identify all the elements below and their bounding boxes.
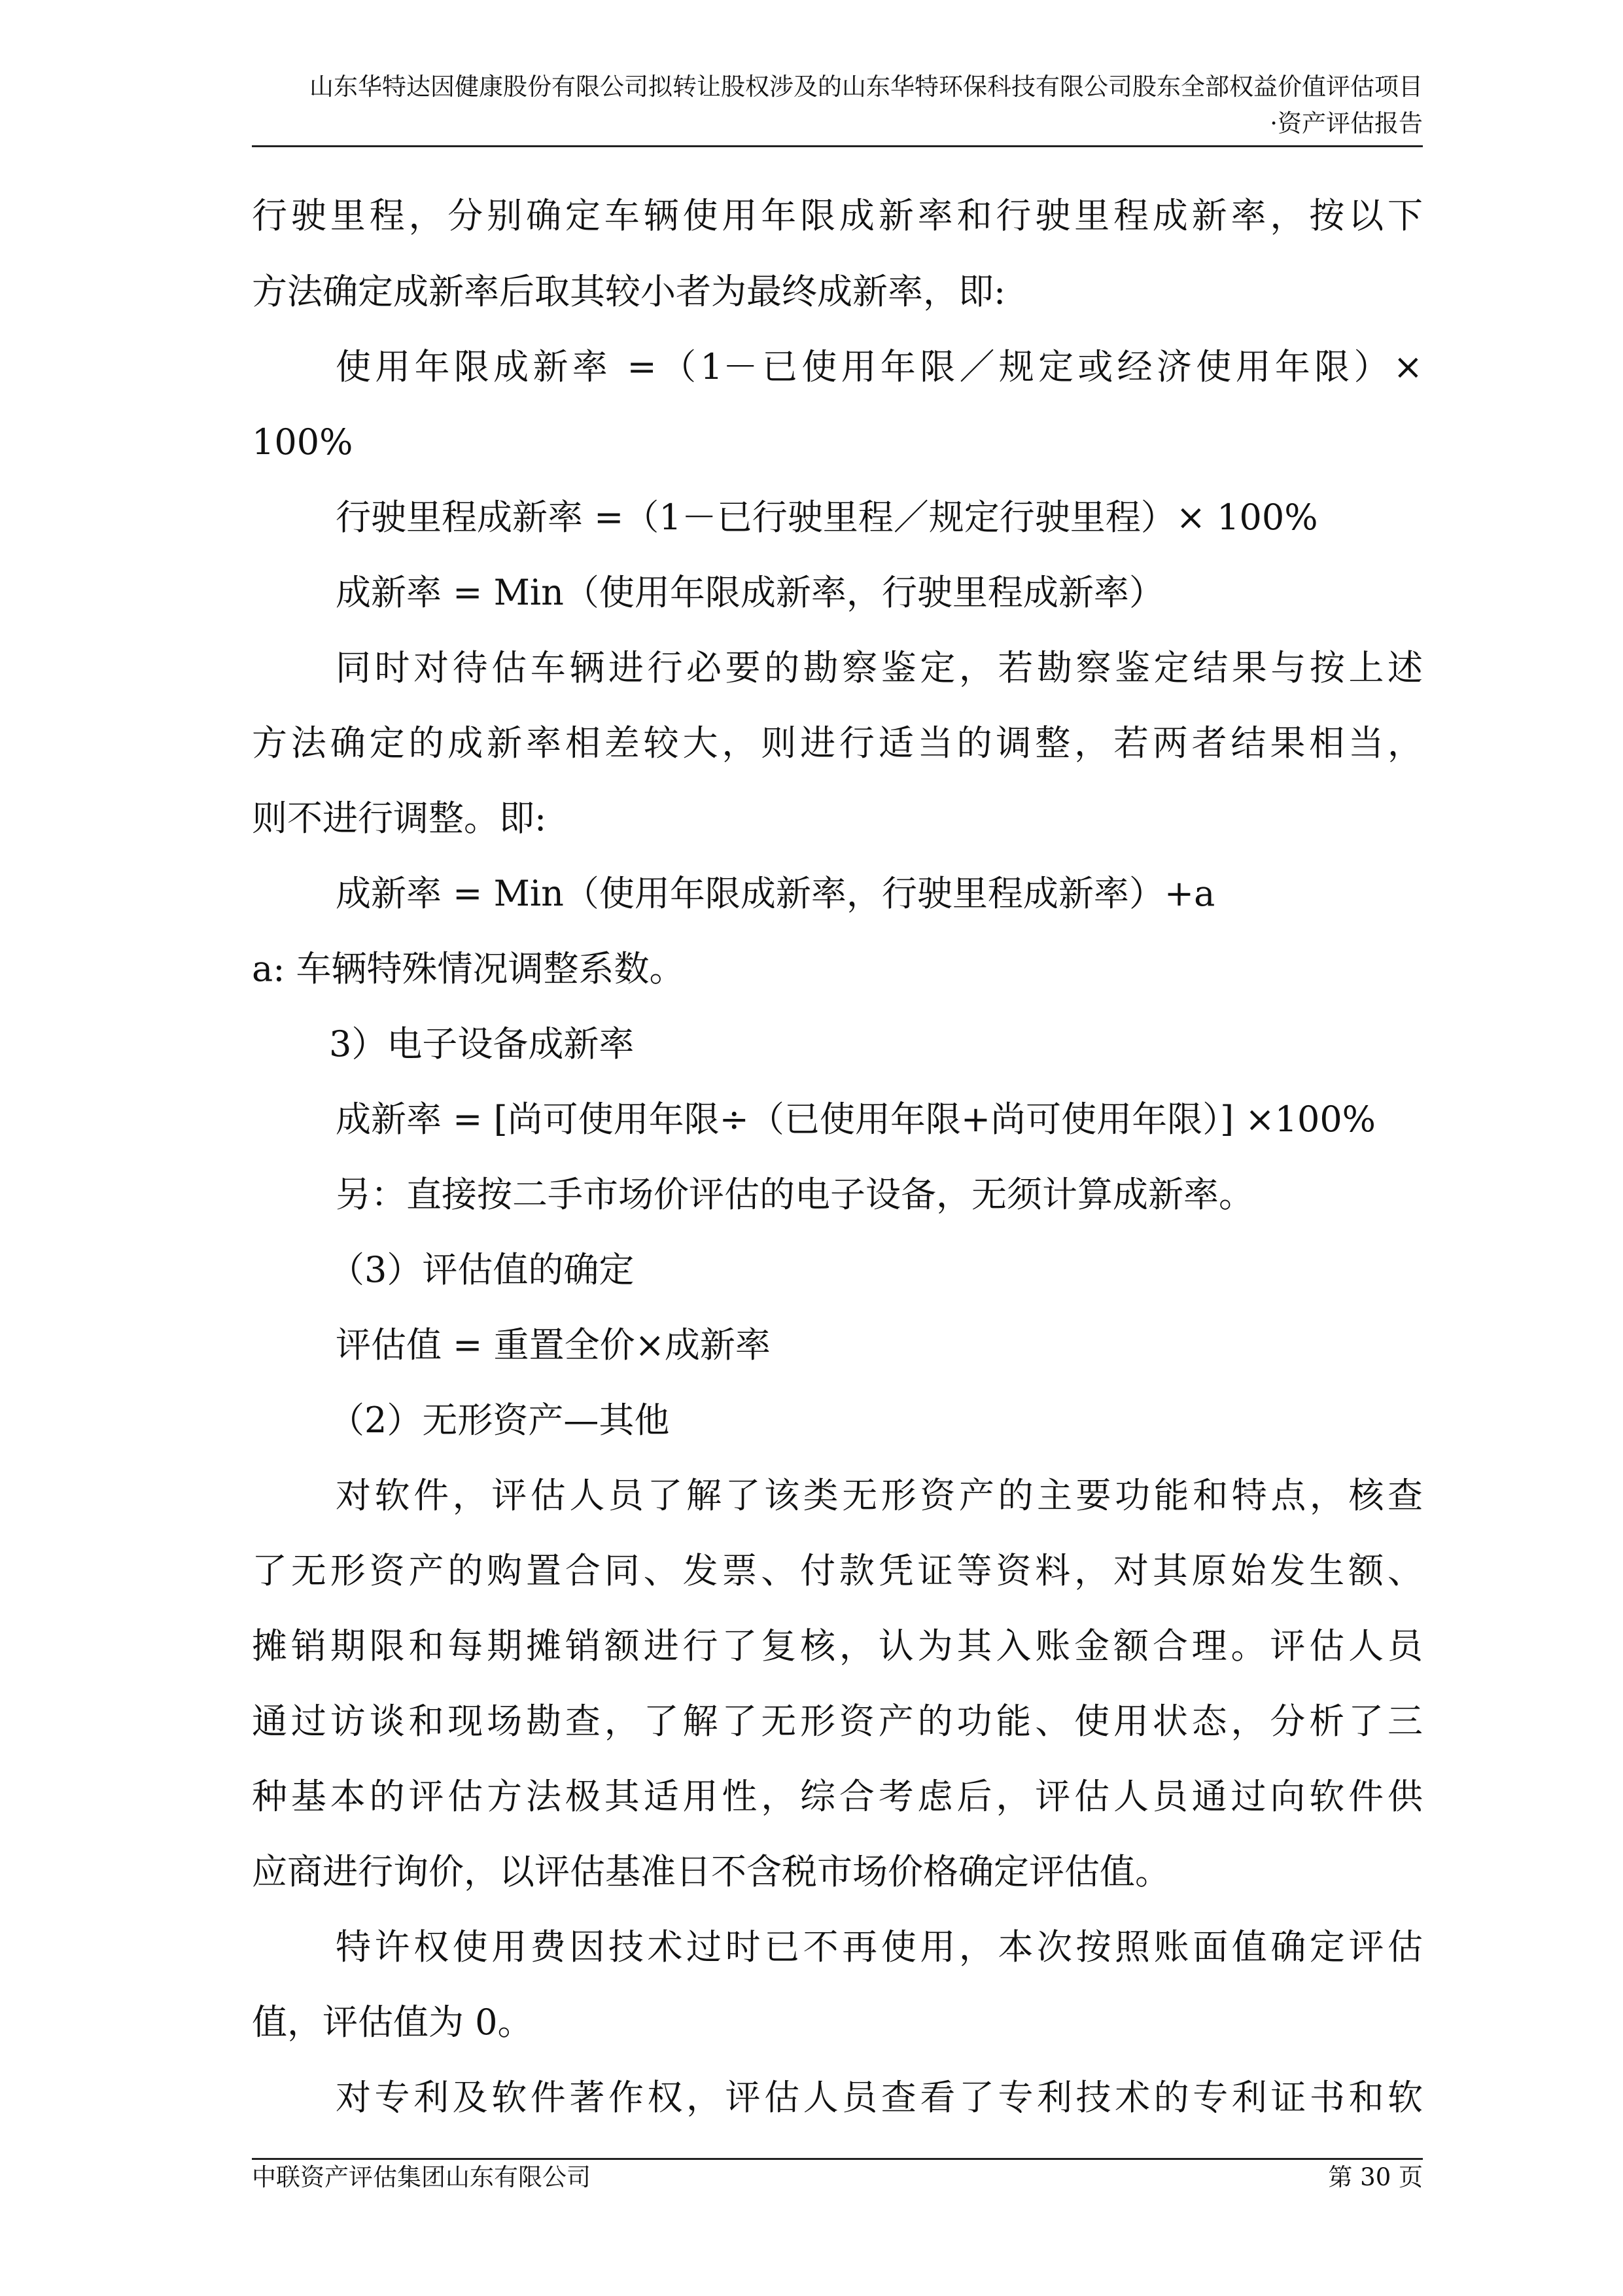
text-line: 100% — [252, 421, 353, 463]
running-header — [252, 69, 1423, 142]
section-heading: （2）无形资产—其他 — [329, 1400, 670, 1441]
page-number: 第 30 页 — [1328, 2163, 1423, 2191]
footer-company: 中联资产评估集团山东有限公司 — [252, 2163, 591, 2191]
text-line: 方法确定的成新率相差较大，则进行适当的调整，若两者结果相当， — [252, 722, 1423, 764]
text-line: 对专利及软件著作权，评估人员查看了专利技术的专利证书和软 — [336, 2077, 1423, 2118]
text-line: 种基本的评估方法极其适用性，综合考虑后，评估人员通过向软件供 — [252, 1776, 1423, 1817]
section-heading: 3）电子设备成新率 — [329, 1023, 635, 1065]
text-line: 另：直接按二手市场价评估的电子设备，无须计算成新率。 — [336, 1174, 1254, 1215]
header-divider — [252, 145, 1423, 147]
text-line: 方法确定成新率后取其较小者为最终成新率，即: — [252, 271, 1006, 312]
text-line: 对软件，评估人员了解了该类无形资产的主要功能和特点，核查 — [336, 1475, 1423, 1516]
text-line: 行驶里程，分别确定车辆使用年限成新率和行驶里程成新率，按以下 — [252, 195, 1423, 236]
formula-line: 评估值 = 重置全价×成新率 — [336, 1324, 771, 1366]
formula-line: 使用年限成新率 =（1－已使用年限／规定或经济使用年限）× — [336, 346, 1423, 387]
formula-line: 成新率 = [尚可使用年限÷（已使用年限+尚可使用年限）] ×100% — [336, 1099, 1376, 1140]
formula-line: 成新率 = Min（使用年限成新率，行驶里程成新率）+a — [336, 873, 1215, 914]
formula-line: 成新率 = Min（使用年限成新率，行驶里程成新率） — [336, 572, 1164, 613]
text-line: a: 车辆特殊情况调整系数。 — [252, 948, 685, 989]
section-heading: （3）评估值的确定 — [329, 1249, 635, 1290]
text-line: 则不进行调整。即: — [252, 798, 547, 839]
header-subtitle: ·资产评估报告 — [1270, 109, 1423, 137]
text-line: 通过访谈和现场勘查，了解了无形资产的功能、使用状态，分析了三 — [252, 1701, 1423, 1742]
text-line: 同时对待估车辆进行必要的勘察鉴定，若勘察鉴定结果与按上述 — [336, 647, 1423, 688]
formula-line: 行驶里程成新率 =（1－已行驶里程／规定行驶里程）× 100% — [336, 497, 1318, 538]
text-line: 特许权使用费因技术过时已不再使用，本次按照账面值确定评估 — [336, 1926, 1423, 1968]
text-line: 值，评估值为 0。 — [252, 2002, 533, 2043]
header-title: 山东华特达因健康股份有限公司拟转让股权涉及的山东华特环保科技有限公司股东全部权益价值评估项目 — [309, 73, 1423, 101]
text-line: 了无形资产的购置合同、发票、付款凭证等资料，对其原始发生额、 — [252, 1550, 1423, 1591]
text-line: 摊销期限和每期摊销额进行了复核，认为其入账金额合理。评估人员 — [252, 1625, 1423, 1667]
text-line: 应商进行询价，以评估基准日不含税市场价格确定评估值。 — [252, 1851, 1170, 1892]
